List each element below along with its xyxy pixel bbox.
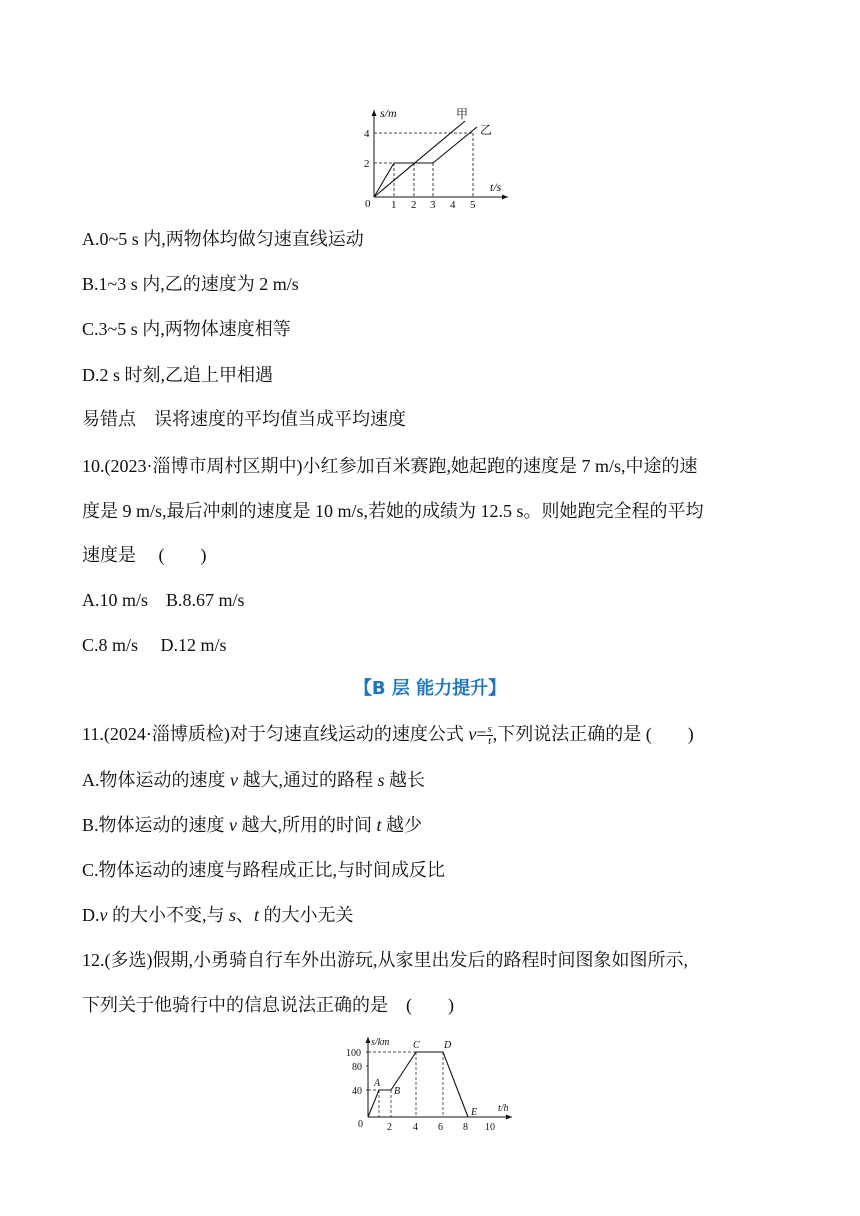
graph-bicycle — [340, 1033, 520, 1133]
q11-d-text: 的大小无关 — [259, 905, 354, 925]
x-tick: 4 — [413, 1122, 418, 1133]
q11-a-text: 越大,通过的路程 — [238, 770, 378, 790]
var-s: s — [229, 905, 237, 925]
point-a-label: A — [374, 1078, 381, 1089]
y-tick: 80 — [352, 1062, 362, 1073]
error-point-heading: 易错点 误将速度的平均值当成平均速度 — [82, 409, 406, 430]
x-axis-label: t/h — [498, 1103, 509, 1114]
q9-option-a: A.0~5 s 内,两物体均做匀速直线运动 — [82, 229, 364, 249]
x-tick: 1 — [391, 199, 397, 210]
var-t: t — [254, 905, 260, 925]
q10-options-cd: C.8 m/s D.12 m/s — [82, 635, 227, 655]
x-tick: 2 — [387, 1122, 392, 1133]
label-jia: 甲 — [456, 107, 469, 121]
y-tick: 4 — [364, 128, 370, 140]
q11-b-text: B.物体运动的速度 — [82, 815, 230, 835]
q11-b-text: 越大,所用的时间 — [237, 815, 377, 835]
fraction-numerator: s — [487, 723, 492, 736]
origin-label: 0 — [358, 1119, 363, 1130]
q10-line-1: 10.(2023·淄博市周村区期中)小红参加百米赛跑,她起跑的速度是 7 m/s,中途的速 — [82, 456, 698, 476]
var-v: v — [99, 905, 108, 925]
x-tick: 3 — [430, 199, 436, 210]
q11-a-text: 越长 — [384, 770, 426, 790]
q11-b-text: 越少 — [381, 815, 423, 835]
y-tick: 40 — [352, 1086, 362, 1097]
q11-d-text: 、 — [236, 905, 255, 925]
origin-label: 0 — [365, 198, 371, 210]
point-c-label: C — [413, 1040, 420, 1051]
line-jia — [374, 121, 465, 197]
x-tick: 2 — [411, 199, 417, 210]
q9-option-c: C.3~5 s 内,两物体速度相等 — [82, 319, 291, 339]
point-b-label: B — [394, 1086, 401, 1097]
q10-line-2: 度是 9 m/s,最后冲刺的速度是 10 m/s,若她的成绩为 12.5 s。则她跑完全程的平均 — [82, 501, 704, 521]
ride-path — [368, 1052, 468, 1117]
graph-jia-yi — [360, 100, 520, 210]
q9-option-b: B.1~3 s 内,乙的速度为 2 m/s — [82, 274, 299, 294]
point-d-label: D — [444, 1040, 452, 1051]
q11-option-c: C.物体运动的速度与路程成正比,与时间成反比 — [82, 860, 446, 880]
x-tick: 5 — [470, 199, 476, 210]
q9-option-d: D.2 s 时刻,乙追上甲相遇 — [82, 365, 274, 385]
q12-line-1: 12.(多选)假期,小勇骑自行车外出游玩,从家里出发后的路程时间图象如图所示, — [82, 950, 688, 970]
point-e-label: E — [471, 1107, 478, 1118]
q11-stem — [82, 722, 694, 747]
q11-option-a — [82, 768, 425, 792]
x-tick: 6 — [438, 1122, 443, 1133]
var-v: v — [230, 770, 238, 790]
q11-d-text: D. — [82, 905, 100, 925]
q12-line-2: 下列关于他骑行中的信息说法正确的是 ( ) — [82, 995, 454, 1015]
var-s: s — [377, 770, 385, 790]
y-axis-label: s/m — [380, 106, 397, 120]
q11-d-text: 的大小不变,与 — [107, 905, 229, 925]
label-yi: 乙 — [480, 123, 493, 137]
layer-title: 【B 层 能力提升】 — [353, 678, 507, 699]
x-tick: 4 — [450, 199, 456, 210]
q11-a-text: A.物体运动的速度 — [82, 770, 230, 790]
q11-option-d — [82, 903, 354, 927]
var-t: t — [376, 815, 382, 835]
y-tick: 100 — [346, 1048, 361, 1059]
equals-sign: = — [476, 724, 487, 744]
x-tick: 8 — [463, 1122, 468, 1133]
q11-option-b — [82, 813, 422, 837]
y-axis-label: s/km — [371, 1037, 390, 1048]
x-tick: 10 — [485, 1122, 495, 1133]
q11-stem-post: ,下列说法正确的是 ( ) — [492, 724, 694, 744]
q11-stem-pre: 11.(2024·淄博质检)对于匀速直线运动的速度公式 — [82, 724, 469, 744]
fraction-denominator: t — [488, 735, 492, 748]
var-v: v — [229, 815, 238, 835]
x-axis-label: t/s — [490, 180, 502, 194]
y-tick: 2 — [364, 158, 370, 170]
q10-line-3: 速度是 ( ) — [82, 545, 207, 565]
line-yi — [374, 127, 477, 197]
var-v: v — [468, 724, 477, 744]
q10-options-ab: A.10 m/s B.8.67 m/s — [82, 590, 245, 610]
